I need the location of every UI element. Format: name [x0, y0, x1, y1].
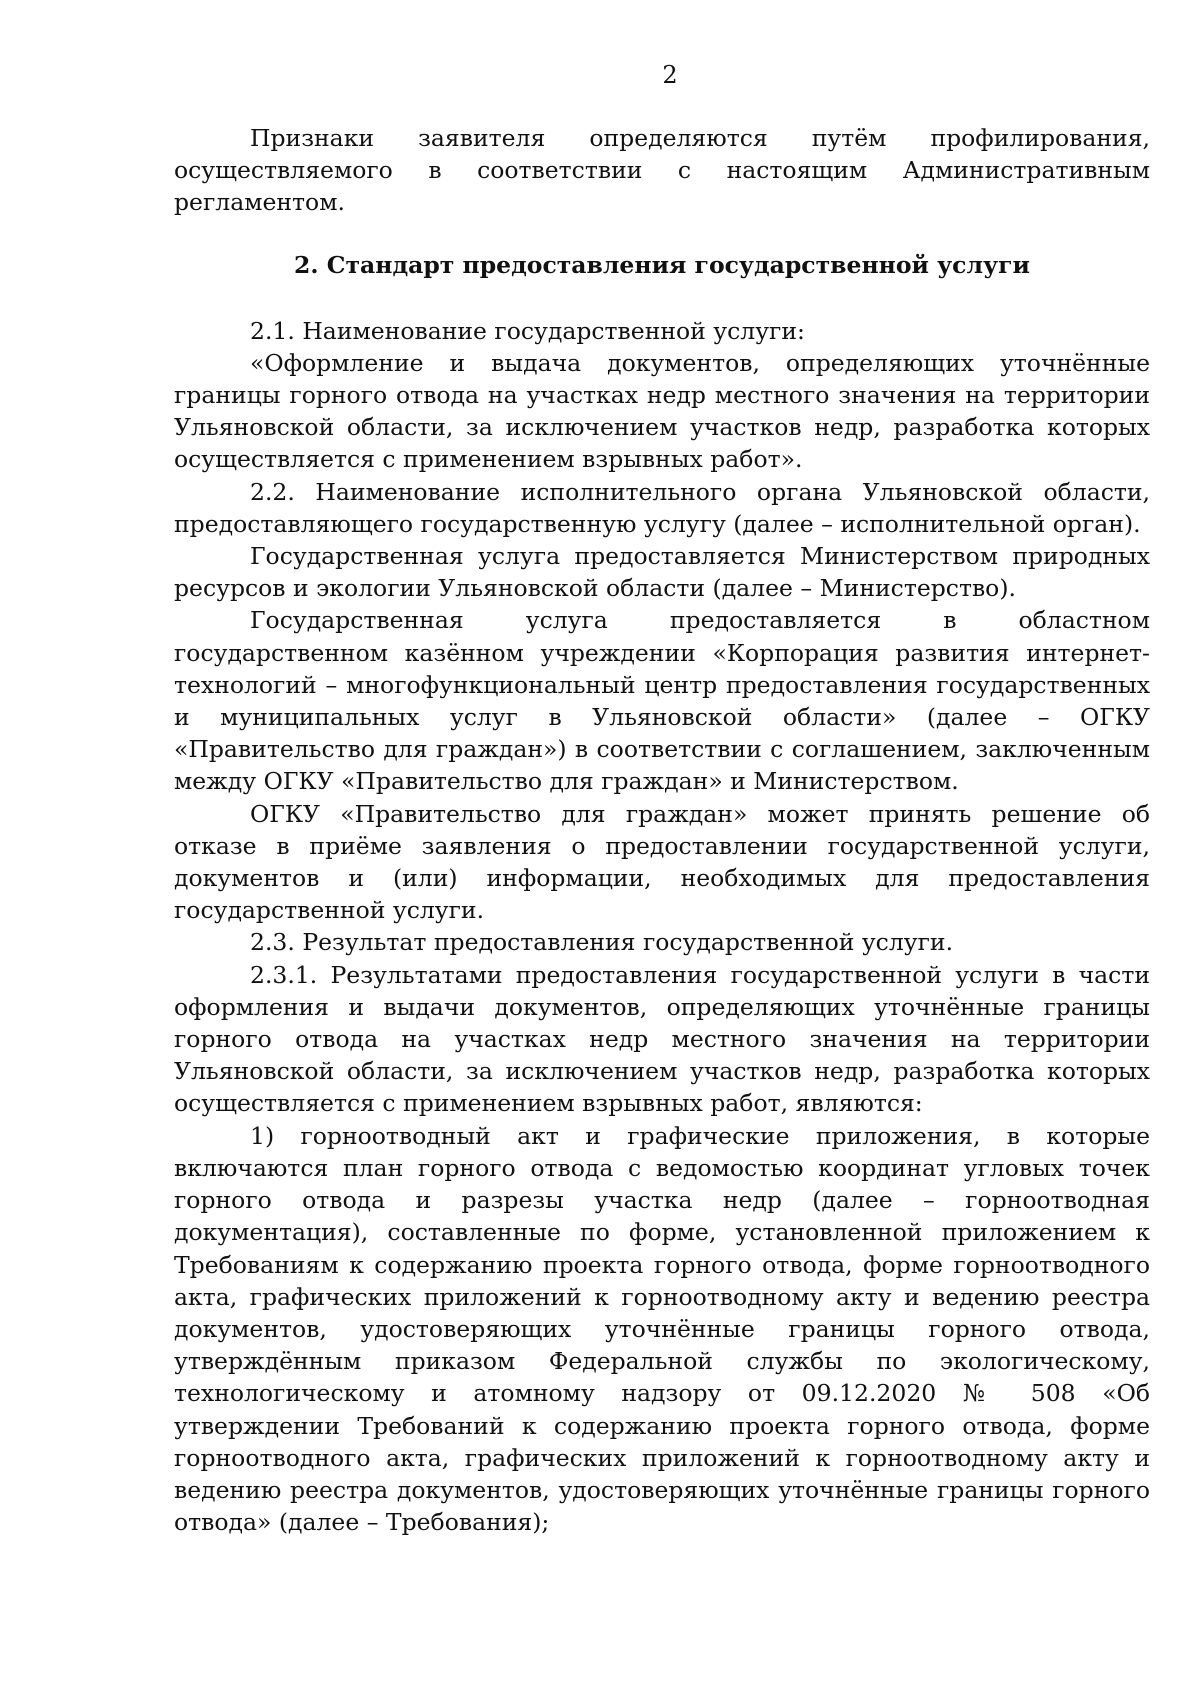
paragraph-service-name: «Оформление и выдача документов, определяющих уточнённые границы горного отвода на участках недр местного значения на территории Ульяновской области, за исключением участков недр, разработка которых осуществляется с применением взрывных работ».	[174, 348, 1150, 474]
document-page	[174, 60, 1150, 1538]
paragraph-item-1: 1) горноотводный акт и графические приложения, в которые включаются план горного отвода с ведомостью координат угловых точек горного отвода и разрезы участка недр (далее – горноотводная документация), составленные по форме, установленной приложением к Требованиям к содержанию проекта горного отвода, форме горноотводного акта, графических приложений к горноотводному акту и ведению реестра документов, удостоверяющих уточнённые границы горного отвода, утверждённым приказом Федеральной службы по экологическому, технологическому и атомному надзору от 09.12.2020 № 508 «Об утверждении Требований к содержанию проекта горного отвода, форме горноотводного акта, графических приложений к горноотводному акту и ведению реестра документов, удостоверяющих уточнённые границы горного отвода» (далее – Требования);	[174, 1121, 1150, 1537]
page-number: 2	[662, 61, 678, 89]
intro-paragraph: Признаки заявителя определяются путём профилирования, осуществляемого в соответствии с настоящим Административным регламентом.	[174, 124, 1150, 217]
paragraph-ministry: Государственная услуга предоставляется Министерством природных ресурсов и экологии Ульяновской области (далее – Министерство).	[174, 542, 1150, 603]
section-title: 2. Стандарт предоставления государственной услуги	[294, 250, 1030, 279]
paragraph-2-3-1: 2.3.1. Результатами предоставления государственной услуги в части оформления и выдачи документов, определяющих уточнённые границы горного отвода на участках недр местного значения на территории Ульяновской области, за исключением участков недр, разработка которых осуществляется с применением взрывных работ, являются:	[174, 960, 1150, 1118]
paragraph-mfc: Государственная услуга предоставляется в областном государственном казённом учреждении «Корпорация развития интернет-технологий – многофункциональный центр предоставления государственных и муниципальных услуг в Ульяновской области» (далее – ОГКУ «Правительство для граждан») в соответствии с соглашением, заключенным между ОГКУ «Правительство для граждан» и Министерством.	[174, 606, 1150, 796]
paragraph-refusal: ОГКУ «Правительство для граждан» может принять решение об отказе в приёме заявления о предоставлении государственной услуги, документов и (или) информации, необходимых для предоставления государственной услуги.	[174, 799, 1150, 925]
paragraph-2-2: 2.2. Наименование исполнительного органа Ульяновской области, предоставляющего государственную услугу (далее – исполнительной орган).	[174, 477, 1150, 538]
paragraph-2-1: 2.1. Наименование государственной услуги:	[250, 316, 805, 345]
paragraph-2-3: 2.3. Результат предоставления государственной услуги.	[250, 928, 954, 957]
